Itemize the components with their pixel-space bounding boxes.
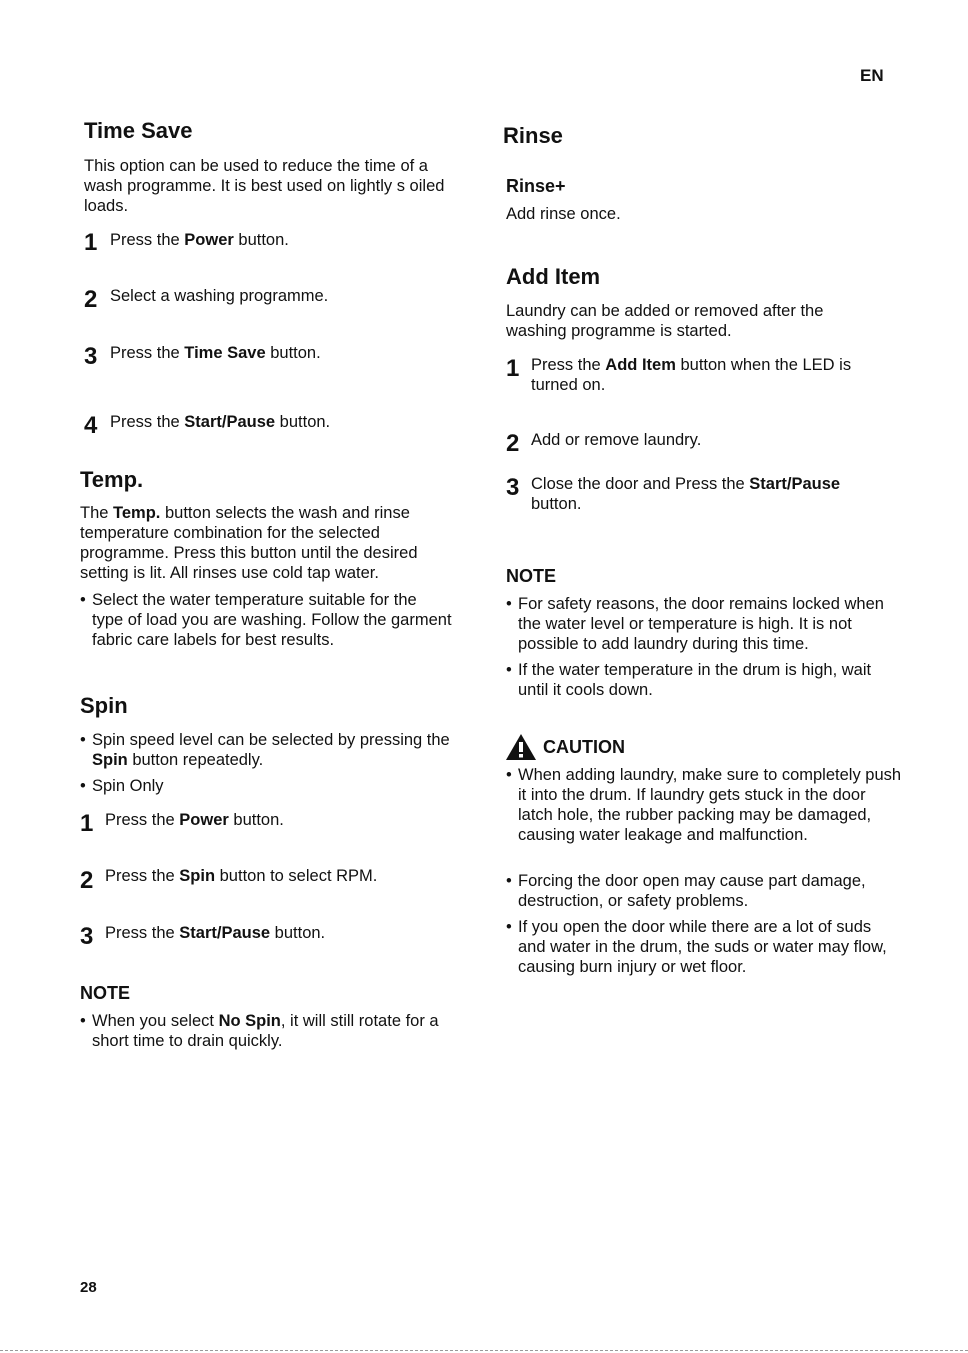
spin-note-bullet: • When you select No Spin, it will still rotate for a short time to drain quickly. bbox=[80, 1012, 439, 1050]
time-save-step-3-number: 3 bbox=[84, 343, 98, 370]
time-save-heading: Time Save bbox=[84, 118, 193, 143]
rinse-plus-heading: Rinse+ bbox=[506, 176, 566, 196]
time-save-step-1: Press the Power button. bbox=[110, 231, 289, 249]
add-item-step-3-number: 3 bbox=[506, 474, 520, 501]
caution-bullet-2: • Forcing the door open may cause part damage, destruction, or safety problems. bbox=[506, 872, 866, 910]
add-item-step-2: Add or remove laundry. bbox=[531, 431, 702, 449]
add-item-note-heading: NOTE bbox=[506, 566, 557, 586]
spin-bullet-2: • Spin Only bbox=[80, 777, 164, 795]
time-save-step-1-number: 1 bbox=[84, 229, 98, 256]
page-number: 28 bbox=[80, 1279, 97, 1296]
add-item-step-3: Close the door and Press the Start/Pause button. bbox=[531, 475, 841, 513]
time-save-intro: This option can be used to reduce the time of a wash programme. It is best used on lightly s oiled loads. bbox=[84, 157, 445, 215]
add-item-intro: Laundry can be added or removed after the washing programme is started. bbox=[506, 302, 824, 340]
add-item-step-1: Press the Add Item button when the LED is turned on. bbox=[531, 356, 852, 394]
spin-step-1: Press the Power button. bbox=[105, 811, 284, 829]
add-item-heading: Add Item bbox=[506, 264, 601, 289]
temp-bullet: • Select the water temperature suitable for the type of load you are washing. Follow the garment fabric care labels for best results. bbox=[80, 591, 452, 649]
caution-bullet-3: • If you open the door while there are a lot of suds and water in the drum, the suds or water may flow, causing burn injury or wet floor. bbox=[506, 918, 887, 976]
time-save-step-3: Press the Time Save button. bbox=[110, 344, 321, 362]
rinse-heading: Rinse bbox=[503, 123, 563, 148]
time-save-step-4-number: 4 bbox=[84, 412, 98, 439]
page-bottom-divider bbox=[0, 1350, 968, 1351]
temp-heading: Temp. bbox=[80, 467, 144, 492]
warning-triangle-icon bbox=[505, 733, 537, 761]
spin-step-1-number: 1 bbox=[80, 810, 94, 837]
add-item-note-1: • For safety reasons, the door remains locked when the water level or temperature is high. It is not possible to add laundry during this time. bbox=[506, 595, 884, 653]
temp-intro: The Temp. button selects the wash and rinse temperature combination for the selected programme. Press this button until the desired setting is lit. All rinses use cold tap water. bbox=[80, 504, 418, 582]
caution-heading: CAUTION bbox=[543, 737, 625, 757]
add-item-step-2-number: 2 bbox=[506, 430, 520, 457]
time-save-step-4: Press the Start/Pause button. bbox=[110, 413, 331, 431]
add-item-step-1-number: 1 bbox=[506, 355, 520, 382]
spin-bullet-1: • Spin speed level can be selected by pressing the Spin button repeatedly. bbox=[80, 731, 450, 769]
spin-step-2-number: 2 bbox=[80, 867, 94, 894]
spin-step-3: Press the Start/Pause button. bbox=[105, 924, 326, 942]
spin-step-3-number: 3 bbox=[80, 923, 94, 950]
rinse-plus-text: Add rinse once. bbox=[506, 205, 621, 223]
caution-bullet-1: • When adding laundry, make sure to completely push it into the drum. If laundry gets stuck in the door latch hole, the rubber packing may be damaged, causing water leakage and malfunction. bbox=[506, 766, 902, 844]
time-save-step-2-number: 2 bbox=[84, 286, 98, 313]
spin-step-2: Press the Spin button to select RPM. bbox=[105, 867, 378, 885]
spin-heading: Spin bbox=[80, 693, 128, 718]
time-save-step-2: Select a washing programme. bbox=[110, 287, 329, 305]
spin-note-heading: NOTE bbox=[80, 983, 131, 1003]
add-item-note-2: • If the water temperature in the drum is high, wait until it cools down. bbox=[506, 661, 872, 699]
language-label: EN bbox=[860, 66, 884, 85]
